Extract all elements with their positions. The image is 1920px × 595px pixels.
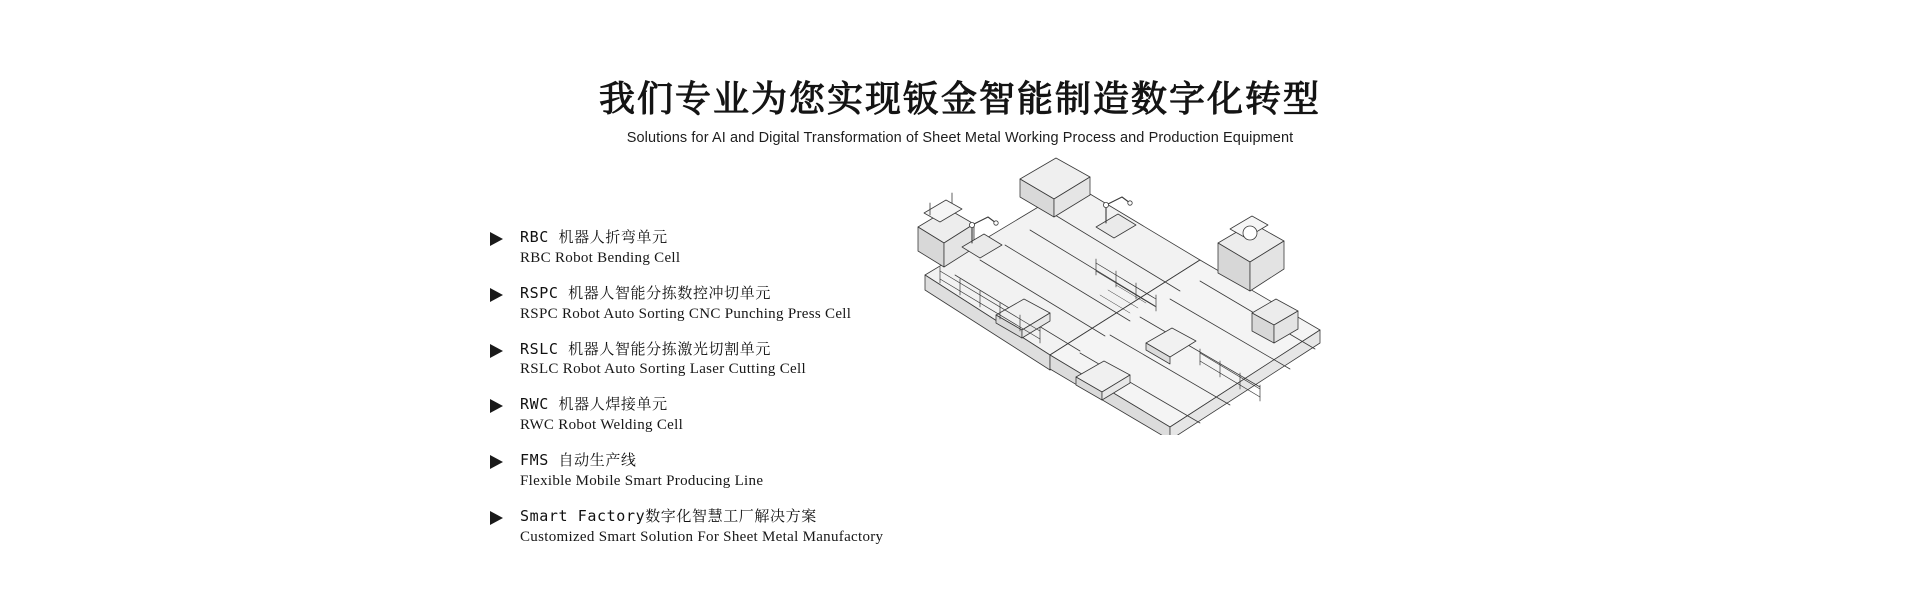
feature-label-en: RBC Robot Bending Cell <box>520 249 681 266</box>
triangle-right-icon <box>490 344 503 358</box>
factory-line-illustration-svg <box>900 155 1360 435</box>
feature-label-cn: RSPC 机器人智能分拣数控冲切单元 <box>520 283 771 302</box>
list-item <box>490 340 920 379</box>
feature-label-cn: Smart Factory数字化智慧工厂解决方案 <box>520 506 817 525</box>
feature-label-en: Flexible Mobile Smart Producing Line <box>520 472 764 489</box>
feature-label-en: RSLC Robot Auto Sorting Laser Cutting Cell <box>520 361 806 378</box>
triangle-right-icon <box>490 288 503 302</box>
feature-label-cn: RBC 机器人折弯单元 <box>520 228 668 246</box>
list-item <box>490 228 920 267</box>
factory-line-illustration <box>900 155 1360 435</box>
feature-label-en: Customized Smart Solution For Sheet Metal Manufactory <box>520 528 884 545</box>
feature-label-cn: RSLC 机器人智能分拣激光切割单元 <box>520 339 771 358</box>
feature-label-cn: FMS 自动生产线 <box>520 451 637 469</box>
page-subtitle: Solutions for AI and Digital Transformation of Sheet Metal Working Process and Production Equipment <box>626 130 1294 147</box>
triangle-right-icon <box>490 511 503 525</box>
list-item <box>490 451 920 490</box>
feature-label-en: RSPC Robot Auto Sorting CNC Punching Press Cell <box>520 305 852 322</box>
list-item <box>490 507 920 546</box>
triangle-right-icon <box>490 455 503 469</box>
feature-label-cn: RWC 机器人焊接单元 <box>520 395 668 414</box>
heading-block <box>0 78 1920 146</box>
feature-label-en: RWC Robot Welding Cell <box>520 417 684 433</box>
triangle-right-icon <box>490 232 503 246</box>
feature-list <box>490 228 920 546</box>
page-title: 我们专业为您实现钣金智能制造数字化转型 <box>598 78 1321 119</box>
triangle-right-icon <box>490 399 503 413</box>
list-item <box>490 284 920 323</box>
list-item <box>490 395 920 434</box>
